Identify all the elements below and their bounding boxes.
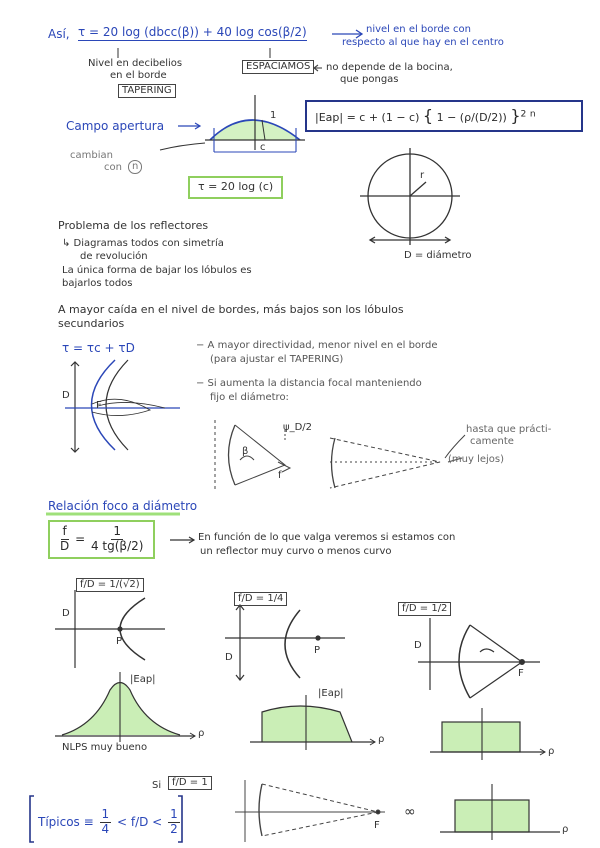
case3-f-label: F xyxy=(518,668,524,679)
reflector-problem-title: Problema de los reflectores xyxy=(58,219,209,232)
axis-f-label: F xyxy=(96,400,102,411)
case2-label: f/D = 1/4 xyxy=(234,592,287,606)
bullet-revolution: de revolución xyxy=(80,251,148,262)
case1-eap-label: |Eap| xyxy=(130,674,156,685)
case1-reflector xyxy=(55,590,165,668)
aperture-circle xyxy=(360,148,460,245)
case1-d-axis: D xyxy=(62,608,70,619)
edge-drop-statement: A mayor caída en el nivel de bordes, más bajos son los lóbulos xyxy=(58,303,404,316)
half-angle-label: ψ_D/2 xyxy=(283,422,313,433)
eap-exp: 2 xyxy=(520,108,527,120)
arrow-ratio xyxy=(170,537,194,543)
edge-note-line1: nivel en el borde con xyxy=(366,24,471,35)
curvature-note-1: En función de lo que valga veremos si estamos con xyxy=(198,532,456,543)
tan-den: 4 tg(β/2) xyxy=(90,538,144,553)
typ-low-num: 1 xyxy=(101,807,110,821)
si-word: Si xyxy=(152,780,162,791)
edge-drop-statement-2: secundarios xyxy=(58,317,125,330)
case3-rho-label: ρ xyxy=(548,746,555,757)
eap-bracket: 1 − (ρ/(D/2)) xyxy=(436,111,507,124)
case2-pattern xyxy=(250,695,375,750)
tau-log-c-box: τ = 20 log (c) xyxy=(188,176,283,199)
bullet-symmetry: ↳ Diagramas todos con simetría xyxy=(62,238,224,249)
case4-pattern xyxy=(440,784,560,840)
case3-d-axis: D xyxy=(414,640,422,651)
change-word: cambian xyxy=(70,150,113,161)
n-circle: n xyxy=(128,160,142,174)
eap-left: |Eap| = c + (1 − c) xyxy=(315,111,420,124)
case2-reflector xyxy=(225,605,345,680)
focal-note-1: − Si aumenta la distancia focal manteniendo xyxy=(196,378,422,389)
taper-formula: τ = 20 log (dbcc(β)) + 40 log cos(β/2) xyxy=(78,25,307,39)
case4-label: f/D = 1 xyxy=(168,776,212,790)
aperture-dome-sketch xyxy=(160,95,305,152)
typ-high-num: 1 xyxy=(170,807,178,821)
case2-d-axis: D xyxy=(225,652,233,663)
focal-note-2: fijo el diámetro: xyxy=(210,392,289,403)
case2-eap-label: |Eap| xyxy=(318,688,344,699)
fd-d: D xyxy=(60,538,70,553)
typ-low-frac xyxy=(100,808,112,837)
case3-label: f/D = 1/2 xyxy=(398,602,451,616)
edge-label-line1: Nivel en decibelios xyxy=(88,58,183,69)
radius-r-label: r xyxy=(420,170,425,181)
bullet-all-down: bajarlos todos xyxy=(62,278,133,289)
case2-p-label: P xyxy=(314,645,321,656)
case2-rho-label: ρ xyxy=(378,734,385,745)
arrow-campo xyxy=(178,123,200,129)
axis-d-label: D xyxy=(62,390,70,401)
ratio-formula-box: $\frac{f}{D}$ = $\frac{1}{4 tg(\beta/2)}$ xyxy=(48,520,155,559)
spill-note-line1: no depende de la bocina, xyxy=(326,62,453,73)
fd-f: f xyxy=(62,524,67,538)
infinity-symbol: ∞ xyxy=(404,804,416,820)
eap-n: n xyxy=(529,108,536,120)
case1-rho-label: ρ xyxy=(198,728,205,739)
spillover-tag: ESPACIAMOS xyxy=(242,60,314,74)
typical-range xyxy=(38,808,182,837)
nlps-note: NLPS muy bueno xyxy=(62,742,148,753)
with-word: con xyxy=(104,162,122,173)
case3-pattern xyxy=(430,708,545,760)
typ-mid: < f/D < xyxy=(116,814,163,829)
tan-fraction xyxy=(91,525,143,554)
case1-p-label: P xyxy=(116,636,123,647)
spill-note-line2: que pongas xyxy=(340,74,399,85)
case4-rho-label: ρ xyxy=(562,824,569,835)
beta-label: β xyxy=(242,446,249,457)
level-one-mark: 1 xyxy=(270,110,277,121)
case3-reflector xyxy=(418,618,540,698)
tan-num: 1 xyxy=(113,524,122,538)
typical-label: Típicos ≡ xyxy=(38,814,94,829)
tau-sum-formula: τ = τc + τD xyxy=(62,341,135,355)
tapering-tag: TAPERING xyxy=(118,84,176,98)
right-note-1: hasta que prácti- xyxy=(466,424,552,435)
typ-high-frac xyxy=(168,808,180,837)
focus-diameter-title: Relación foco a diámetro xyxy=(48,499,198,513)
f-small-label: f xyxy=(278,470,282,481)
directivity-note-2: (para ajustar el TAPERING) xyxy=(210,354,344,365)
eap-formula-box: |Eap| = c + (1 − c) { 1 − (ρ/(D/2)) }$^2$ $^n$ xyxy=(305,100,583,132)
level-c-mark: c xyxy=(260,142,266,153)
lead-word: Así, xyxy=(48,27,70,41)
curvature-note-2: un reflector muy curvo o menos curvo xyxy=(200,546,392,557)
case1-pattern xyxy=(55,672,195,742)
reflector-focal-sketch xyxy=(65,360,180,452)
edge-note-line2: respecto al que hay en el centro xyxy=(342,37,504,48)
case4-f-label: F xyxy=(374,820,380,831)
directivity-note-1: − A mayor directividad, menor nivel en el borde xyxy=(196,340,438,351)
far-away-note: (muy lejos) xyxy=(448,454,505,465)
fd-fraction xyxy=(60,525,69,554)
case4-reflector xyxy=(235,780,385,842)
diameter-label: D = diámetro xyxy=(404,250,472,261)
cone-sketch-long xyxy=(330,435,465,488)
bullet-only-way: La única forma de bajar los lóbulos es xyxy=(62,265,252,276)
aperture-title: Campo apertura xyxy=(66,119,165,133)
case1-label: f/D = 1/(√2) xyxy=(76,578,144,592)
right-note-2: camente xyxy=(470,436,514,447)
typ-low-den: 4 xyxy=(101,821,110,836)
typ-high-den: 2 xyxy=(170,821,178,836)
edge-label-line2: en el borde xyxy=(110,70,167,81)
